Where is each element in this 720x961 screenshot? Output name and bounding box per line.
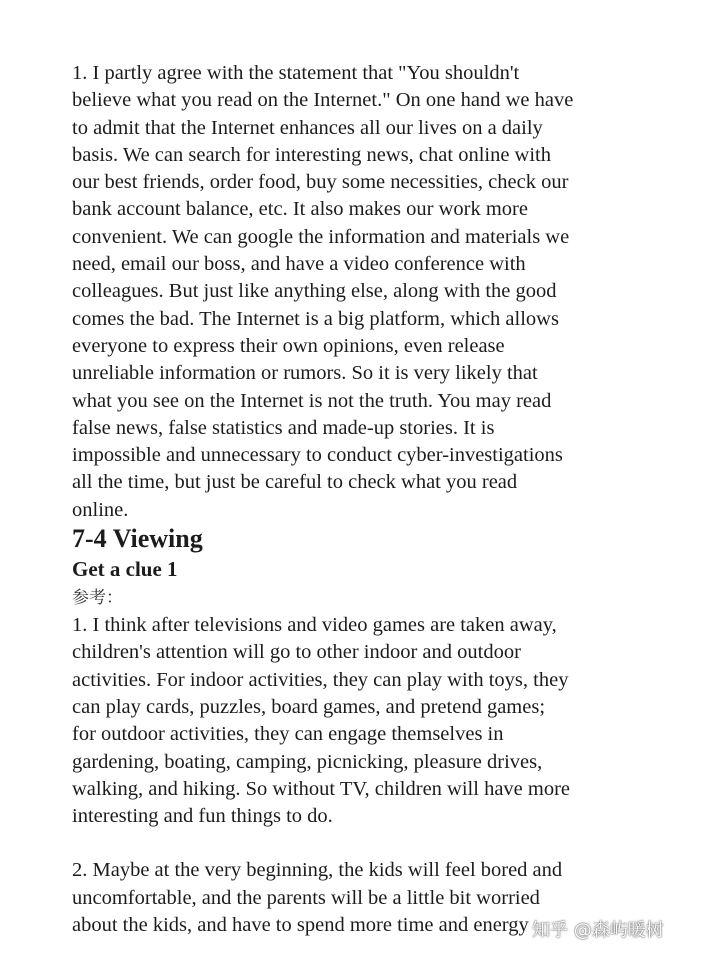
- paragraph-without-tv: [72, 612, 672, 830]
- text-line: 1. I think after televisions and video games are taken away,: [72, 614, 557, 637]
- text-line: colleagues. But just like anything else, along with the good: [72, 280, 557, 303]
- text-line: children's attention will go to other indoor and outdoor: [72, 641, 521, 664]
- section-heading: 7-4 Viewing: [72, 524, 203, 554]
- paragraph-internet: [72, 60, 672, 524]
- reference-label: 参考：: [72, 588, 123, 609]
- text-line: activities. For indoor activities, they can play with toys, they: [72, 668, 569, 691]
- text-line: everyone to express their own opinions, even release: [72, 334, 505, 357]
- text-line: our best friends, order food, buy some necessities, check our: [72, 171, 569, 194]
- text-line: gardening, boating, camping, picnicking, pleasure drives,: [72, 750, 543, 773]
- text-line: what you see on the Internet is not the truth. You may read: [72, 389, 552, 412]
- text-line: unreliable information or rumors. So it is very likely that: [72, 362, 538, 385]
- text-line: uncomfortable, and the parents will be a little bit worried: [72, 886, 540, 909]
- watermark: 知乎 @森屿暖树: [532, 920, 664, 941]
- text-line: about the kids, and have to spend more time and energy: [72, 914, 529, 937]
- text-line: online.: [72, 498, 129, 521]
- text-line: for outdoor activities, they can engage themselves in: [72, 723, 504, 746]
- sub-heading: Get a clue 1: [72, 557, 178, 582]
- text-line: basis. We can search for interesting news, chat online with: [72, 143, 552, 166]
- text-line: interesting and fun things to do.: [72, 805, 333, 828]
- text-line: can play cards, puzzles, board games, and pretend games;: [72, 695, 546, 718]
- text-line: impossible and unnecessary to conduct cyber-investigations: [72, 444, 563, 467]
- text-line: to admit that the Internet enhances all our lives on a daily: [72, 116, 543, 139]
- text-line: believe what you read on the Internet." On one hand we have: [72, 89, 574, 112]
- text-line: bank account balance, etc. It also makes our work more: [72, 198, 528, 221]
- text-line: 1. I partly agree with the statement that "You shouldn't: [72, 62, 520, 84]
- text-line: false news, false statistics and made-up stories. It is: [72, 416, 495, 439]
- text-line: comes the bad. The Internet is a big platform, which allows: [72, 307, 559, 330]
- text-line: all the time, but just be careful to check what you read: [72, 471, 518, 494]
- text-line: convenient. We can google the information and materials we: [72, 225, 570, 248]
- text-line: 2. Maybe at the very beginning, the kids will feel bored and: [72, 859, 563, 882]
- paragraph-gap: [72, 830, 672, 857]
- document-page: [72, 60, 672, 939]
- text-line: walking, and hiking. So without TV, children will have more: [72, 777, 571, 800]
- text-line: need, email our boss, and have a video conference with: [72, 253, 526, 276]
